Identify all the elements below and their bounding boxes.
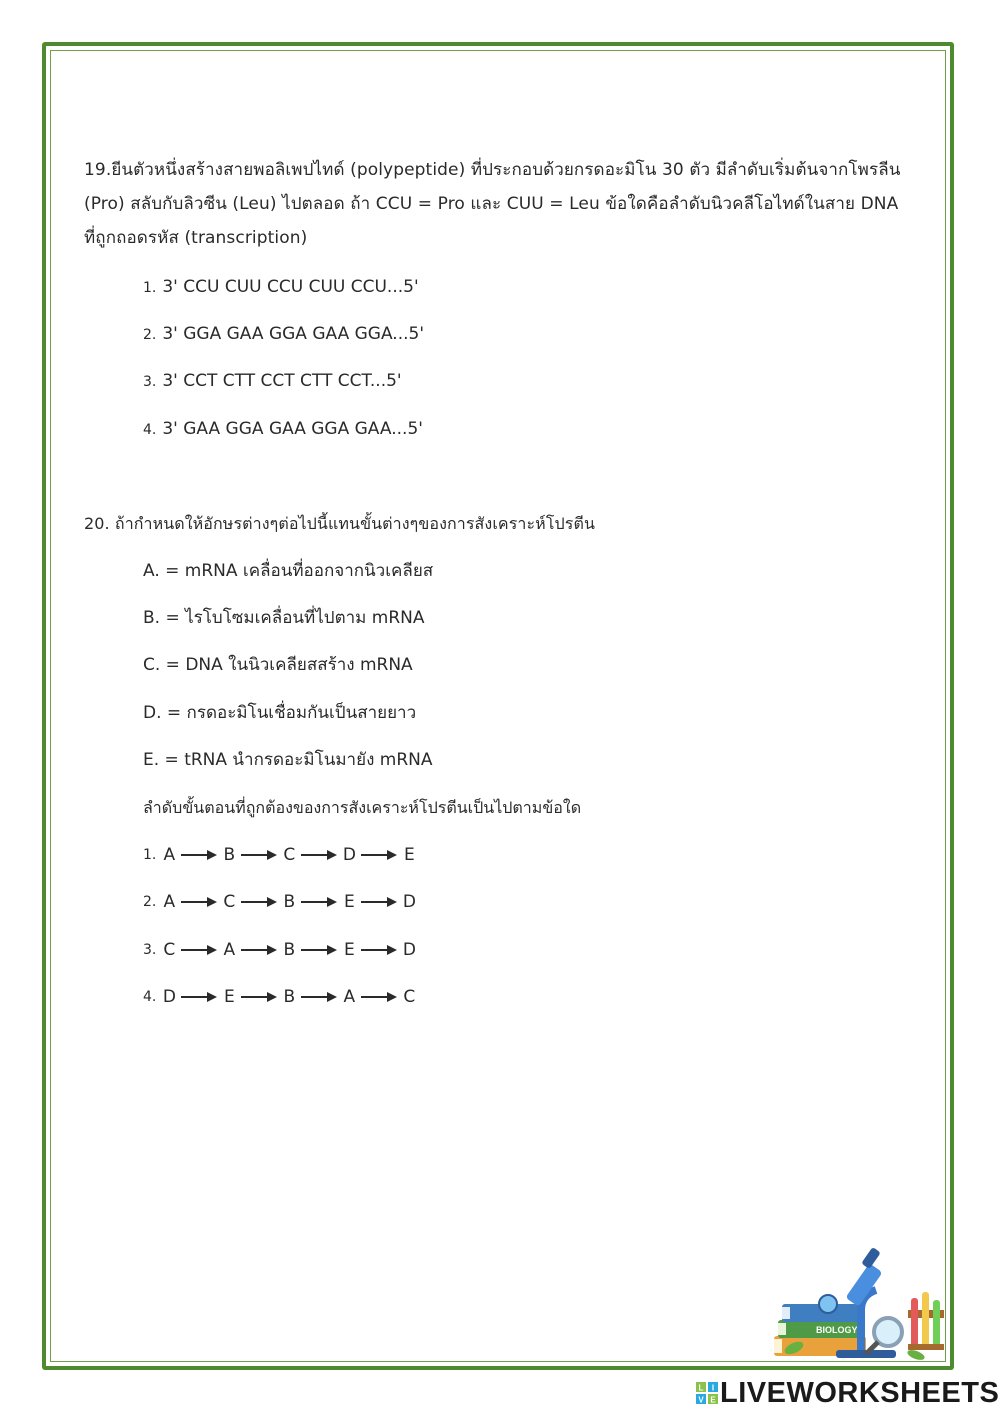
sequence-letter: E [403,845,415,865]
option-number: 3. [143,942,157,958]
sequence-letter: E [343,892,355,912]
option-text: 3' GAA GGA GAA GGA GAA...5' [162,419,423,439]
arrow-right-icon [300,991,338,1003]
sequence-letter: B [283,940,296,960]
option-number: 2. [143,894,157,910]
sequence-letter: B [283,987,296,1007]
sequence-letter: D [402,940,416,960]
option-number: 1. [143,280,157,296]
arrow-right-icon [300,944,338,956]
q19-option-3[interactable] [143,369,402,394]
biology-illustration [766,1240,946,1365]
sequence-letter: A [223,940,236,960]
magnifier-icon [866,1318,902,1354]
sequence-letter: A [163,892,176,912]
liveworksheets-badge-icon [696,1382,718,1404]
q20-step-e: E. = tRNA นำกรดอะมิโนมายัง mRNA [143,750,433,770]
option-text: 3' CCT CTT CCT CTT CCT...5' [162,371,402,391]
question-19-text: 19.ยีนตัวหนึ่งสร้างสายพอลิเพปไทด์ (polypeptide) ที่ประกอบด้วยกรดอะมิโน 30 ตัว มีลำดับเริ่มต้นจากโพรลีน (Pro) สลับกับลิวซีน (Leu) ไปตลอด ถ้า CCU = Pro และ CUU = Leu ข้อใดคือลำดับนิวคลีโอไทด์ในสาย DNA ที่ถูกถอดรหัส (transcription) [84,160,901,248]
book-label: BIOLOGY [816,1325,858,1335]
arrow-right-icon [360,849,398,861]
liveworksheets-logo[interactable] [696,1376,999,1410]
q20-option-4[interactable] [143,985,416,1009]
sequence-letter: C [163,940,176,960]
option-number: 2. [143,327,157,343]
sequence-letter: A [343,987,356,1007]
sequence-letter: C [283,845,296,865]
sequence-letter: E [223,987,235,1007]
arrow-right-icon [240,896,278,908]
arrow-right-icon [180,991,218,1003]
sequence-letter: D [162,987,176,1007]
q20-step-a: A. = mRNA เคลื่อนที่ออกจากนิวเคลียส [143,561,434,581]
arrow-right-icon [300,896,338,908]
arrow-right-icon [240,944,278,956]
sequence-letter: B [223,845,236,865]
brand-name: LIVEWORKSHEETS [720,1376,1000,1409]
arrow-right-icon [360,944,398,956]
option-number: 3. [143,374,157,390]
sequence-letter: E [343,940,355,960]
badge-letter: V [698,1395,704,1404]
arrow-right-icon [180,849,218,861]
sequence-letter: C [403,987,416,1007]
option-number: 1. [143,847,157,863]
q20-step-d: D. = กรดอะมิโนเชื่อมกันเป็นสายยาว [143,703,417,723]
option-number: 4. [143,422,157,438]
badge-letter: E [710,1395,716,1404]
q20-option-3[interactable] [143,938,416,962]
arrow-right-icon [240,991,278,1003]
arrow-right-icon [180,944,218,956]
sequence-letter: A [163,845,176,865]
sequence-letter: C [223,892,236,912]
q20-option-1[interactable] [143,843,416,867]
q19-option-1[interactable] [143,275,419,300]
option-text: 3' GGA GAA GGA GAA GGA...5' [162,324,425,344]
arrow-right-icon [300,849,338,861]
sequence-letter: D [342,845,356,865]
arrow-right-icon [240,849,278,861]
test-tubes-icon [908,1292,944,1350]
sequence-letter: D [402,892,416,912]
badge-letter: L [698,1383,704,1393]
q20-step-c: C. = DNA ในนิวเคลียสสร้าง mRNA [143,655,413,675]
option-text: 3' CCU CUU CCU CUU CCU...5' [162,277,419,297]
option-number: 4. [143,989,157,1005]
q19-option-2[interactable] [143,322,424,347]
q20-prompt: ลำดับขั้นตอนที่ถูกต้องของการสังเคราะห์โปรตีนเป็นไปตามข้อใด [143,798,582,817]
q20-option-2[interactable] [143,890,416,914]
q19-option-4[interactable] [143,417,423,442]
arrow-right-icon [360,991,398,1003]
question-20-text: 20. ถ้ากำหนดให้อักษรต่างๆต่อไปนี้แทนขั้นต่างๆของการสังเคราะห์โปรตีน [84,514,595,533]
arrow-right-icon [180,896,218,908]
badge-letter: I [711,1383,715,1393]
arrow-right-icon [360,896,398,908]
q20-step-b: B. = ไรโบโซมเคลื่อนที่ไปตาม mRNA [143,608,425,628]
sequence-letter: B [283,892,296,912]
